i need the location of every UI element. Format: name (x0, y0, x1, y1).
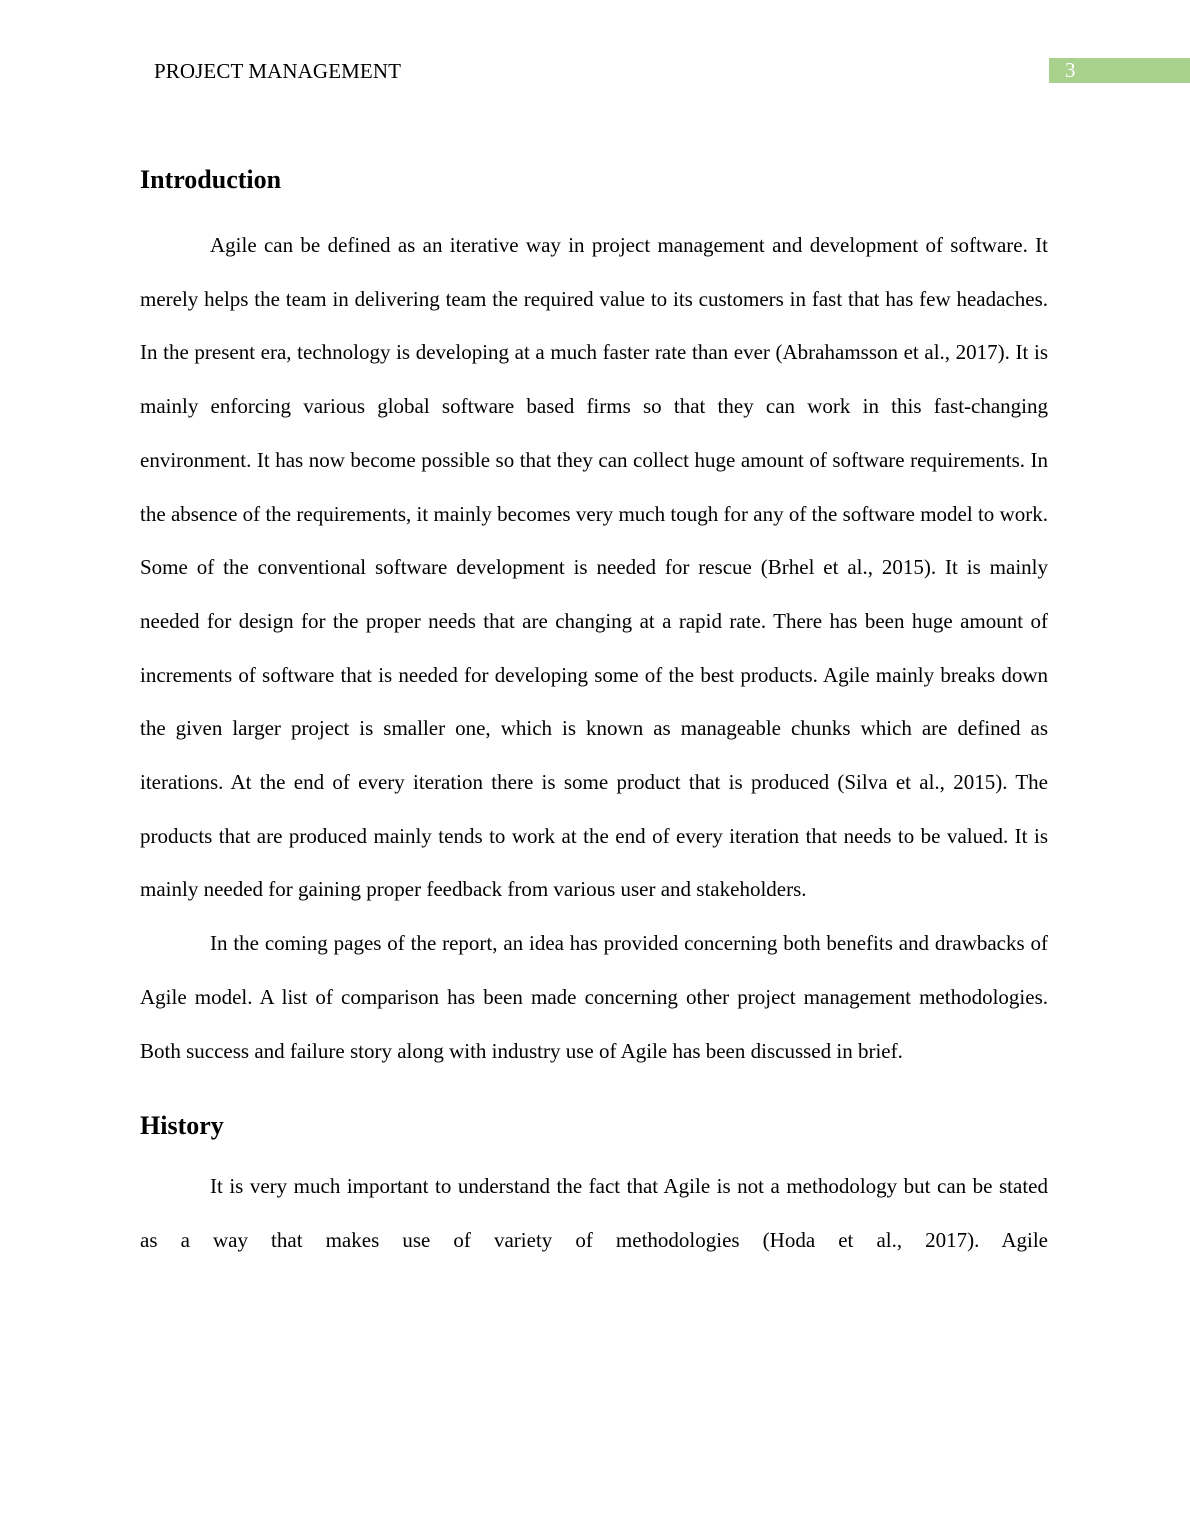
document-body (140, 160, 1048, 1267)
page-number-box (1049, 58, 1190, 83)
heading-history: History (140, 1111, 224, 1141)
intro-paragraph-2: In the coming pages of the report, an idea has provided concerning both benefits and drawbacks of Agile model. A list of comparison has been made concerning other project management methodologies. Both success and failure story along with industry use of Agile has been discussed in brief. (140, 931, 1048, 1063)
page-number: 3 (1065, 58, 1076, 82)
running-head: PROJECT MANAGEMENT (154, 59, 402, 83)
heading-introduction: Introduction (140, 165, 282, 194)
history-paragraph-1: It is very much important to understand the fact that Agile is not a methodology but can be stated as a way that makes use of variety of methodologies (Hoda et al., 2017). Agile (140, 1174, 1048, 1252)
intro-paragraph-1: Agile can be defined as an iterative way in project management and development of software. It merely helps the team in delivering team the required value to its customers in fast that has few headaches. In the present era, technology is developing at a much faster rate than ever (Abrahamsson et al., 2017). It is mainly enforcing various global software based firms so that they can work in this fast-changing environment. It has now become possible so that they can collect huge amount of software requirements. In the absence of the requirements, it mainly becomes very much tough for any of the software model to work. Some of the conventional software development is needed for rescue (Brhel et al., 2015). It is mainly needed for design for the proper needs that are changing at a rapid rate. There has been huge amount of increments of software that is needed for developing some of the best products. Agile mainly breaks down the given larger project is smaller one, which is known as manageable chunks which are defined as iterations. At the end of every iteration there is some product that is produced (Silva et al., 2015). The products that are produced mainly tends to work at the end of every iteration that needs to be valued. It is mainly needed for gaining proper feedback from various user and stakeholders. (140, 233, 1048, 902)
